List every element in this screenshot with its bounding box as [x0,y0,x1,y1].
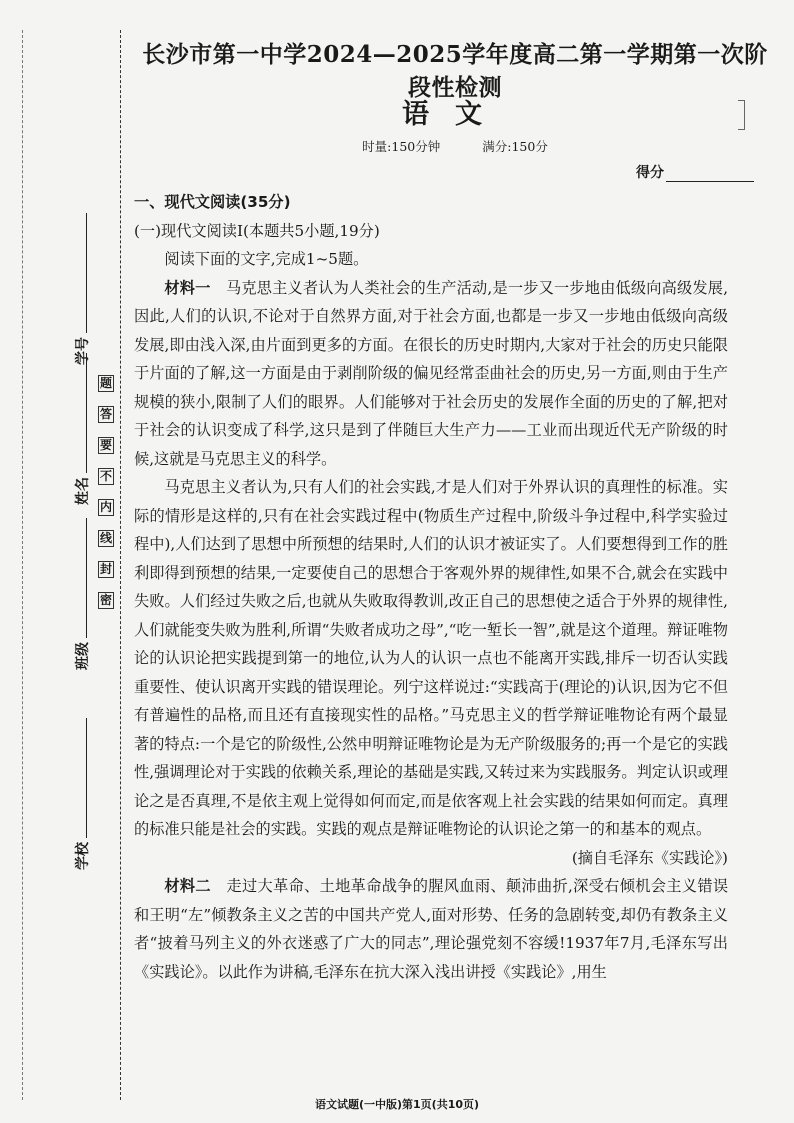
outer-dashed-line [22,30,23,1100]
score-field[interactable]: 得分 [636,162,754,182]
material1-paragraph2: 马克思主义者认为,只有人们的社会实践,才是人们对于外界认识的真理性的标准。实际的情形是这样的,只有在社会实践过程中(物质生产过程中,阶级斗争过程中,科学实验过程中),人们达到了思想中所预想的结果时,人们的认识才被证实了。人们要想得到工作的胜利即得到预想的结果,一定要使自己的思想合于客观外界的规律性,如果不合,就会在实践中失败。人们经过失败之后,也就从失败取得教训,改正自己的思想使之适合于外界的规律性,人们就能变失败为胜利,所谓“失败者成功之母”,“吃一堑长一智”,就是这个道理。辩证唯物论的认识论把实践提到第一的地位,认为人的认识一点也不能离开实践,排斥一切否认实践重要性、使认识离开实践的错误理论。列宁这样说过:“实践高于(理论的)认识,因为它不但有普遍性的品格,而且还有直接现实性的品格。”马克思主义的哲学辩证唯物论有两个最显著的特点:一个是它的阶级性,公然申明辩证唯物论是为无产阶级服务的;再一个是它的实践性,强调理论对于实践的依赖关系,理论的基础是实践,又转过来为实践服务。判定认识或理论之是否真理,不是依主观上觉得如何而定,而是依客观上社会实践的结果如何而定。真理的标准只能是社会的实践。实践的观点是辩证唯物论的认识论之第一的和基本的观点。 [134,478,728,838]
binding-seal-line [120,30,121,1100]
full-score: 满分:150分 [482,139,548,154]
school-field[interactable]: 学校 [72,718,92,870]
material1-paragraph1: 材料一 马克思主义者认为人类社会的生产活动,是一步又一步地由低级向高级发展,因此,人们的认识,不论对于自然界方面,对于社会方面,也都是一步又一步地由低级向高级发展,即由浅入深,由片面到更多的方面。在很长的历史时期内,大家对于社会的历史只能限于片面的了解,这一方面是由于剥削阶级的偏见经常歪曲社会的历史,另一方面,则由于生产规模的狭小,限制了人们的眼界。人们能够对于社会历史的发展作全面的历史的了解,把对于社会的认识变成了科学,这只是到了伴随巨大生产力——工业而出现近代无产阶级的时候,这就是马克思主义的科学。 [134,278,729,468]
name-field[interactable]: 姓名 [72,353,92,505]
exam-meta [135,137,775,155]
seal-warning: 题 答 要 不 内 线 封 密 [99,376,112,607]
material2-paragraph1: 材料二 走过大革命、土地革命战争的腥风血雨、颠沛曲折,深受右倾机会主义错误和王明“左”倾教条主义之苦的中国共产党人,面对形势、任务的急剧转变,却仍有教条主义者“披着马列主义的外衣迷惑了广大的同志”,理论强党刻不容缓!1937年7月,毛泽东写出《实践论》。以此作为讲稿,毛泽东在抗大深入浅出讲授《实践论》,用生 [134,877,729,981]
subsection-title: (一)现代文阅读Ⅰ(本题共5小题,19分) [134,221,380,240]
section-title: 一、现代文阅读(35分) [134,193,291,211]
material2-label: 材料二 [164,877,211,895]
exam-title: 长沙市第一中学2024—2025学年度高二第一学期第一次阶段性检测 [142,41,768,101]
student-number-field[interactable]: 学号 [72,213,92,365]
material1-source: (摘自毛泽东《实践论》) [571,848,728,867]
class-field[interactable]: 班级 [72,518,92,670]
page-footer: 语文试题(一中版)第1页(共10页) [314,1098,480,1111]
subject-title: 语文 [402,99,508,130]
exam-body [134,188,728,986]
instruction: 阅读下面的文字,完成1~5题。 [164,250,369,268]
time-limit: 时量:150分钟 [362,139,441,154]
material1-label: 材料一 [164,278,211,297]
